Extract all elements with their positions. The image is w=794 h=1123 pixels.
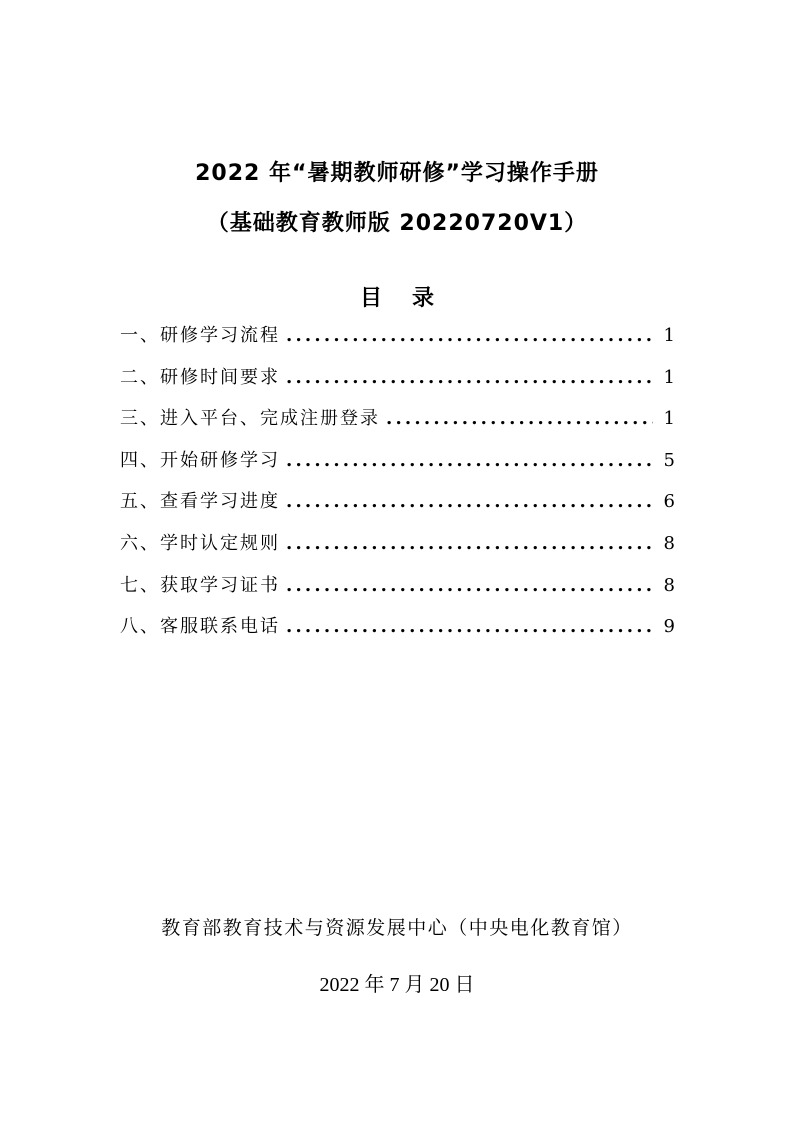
toc-entry-label: 七、获取学习证书 bbox=[120, 574, 280, 596]
toc-entry-label: 五、查看学习进度 bbox=[120, 491, 280, 513]
toc-dot-leader bbox=[386, 403, 653, 435]
publisher-organization: 教育部教育技术与资源发展中心（中央电化教育馆） bbox=[161, 917, 633, 939]
toc-dot-leader bbox=[286, 320, 653, 352]
document-title: 2022 年“暑期教师研修”学习操作手册 bbox=[195, 161, 599, 186]
table-of-contents bbox=[120, 320, 675, 653]
toc-entry-register-login[interactable] bbox=[120, 403, 675, 445]
toc-page-number: 1 bbox=[663, 408, 675, 430]
toc-entry-credit-rules[interactable] bbox=[120, 528, 675, 570]
toc-page-number: 1 bbox=[663, 325, 675, 346]
toc-dot-leader bbox=[286, 486, 653, 518]
toc-entry-customer-service[interactable] bbox=[120, 611, 675, 653]
toc-dot-leader bbox=[286, 570, 653, 602]
toc-page-number: 1 bbox=[663, 366, 675, 388]
toc-entry-certificate[interactable] bbox=[120, 570, 675, 612]
toc-entry-label: 三、进入平台、完成注册登录 bbox=[120, 408, 380, 430]
toc-entry-time-requirements[interactable] bbox=[120, 362, 675, 404]
toc-entry-label: 六、学时认定规则 bbox=[120, 532, 280, 554]
toc-entry-label: 四、开始研修学习 bbox=[120, 449, 280, 471]
toc-entry-label: 一、研修学习流程 bbox=[120, 325, 280, 346]
toc-page-number: 9 bbox=[663, 616, 675, 638]
toc-entry-start-study[interactable] bbox=[120, 445, 675, 487]
toc-heading: 目录 bbox=[359, 286, 464, 311]
toc-dot-leader bbox=[286, 528, 653, 560]
toc-page-number: 8 bbox=[663, 532, 675, 554]
toc-entry-label: 二、研修时间要求 bbox=[120, 366, 280, 388]
toc-entry-progress[interactable] bbox=[120, 486, 675, 528]
toc-entry-label: 八、客服联系电话 bbox=[120, 616, 280, 638]
toc-page-number: 5 bbox=[663, 449, 675, 471]
document-subtitle: （基础教育教师版 20220720V1） bbox=[206, 211, 588, 236]
toc-dot-leader bbox=[286, 445, 653, 477]
publication-date: 2022 年 7 月 20 日 bbox=[319, 974, 475, 996]
toc-page-number: 8 bbox=[663, 574, 675, 596]
toc-dot-leader bbox=[286, 362, 653, 394]
toc-dot-leader bbox=[286, 611, 653, 643]
toc-entry-process[interactable] bbox=[120, 320, 675, 362]
toc-page-number: 6 bbox=[663, 491, 675, 513]
